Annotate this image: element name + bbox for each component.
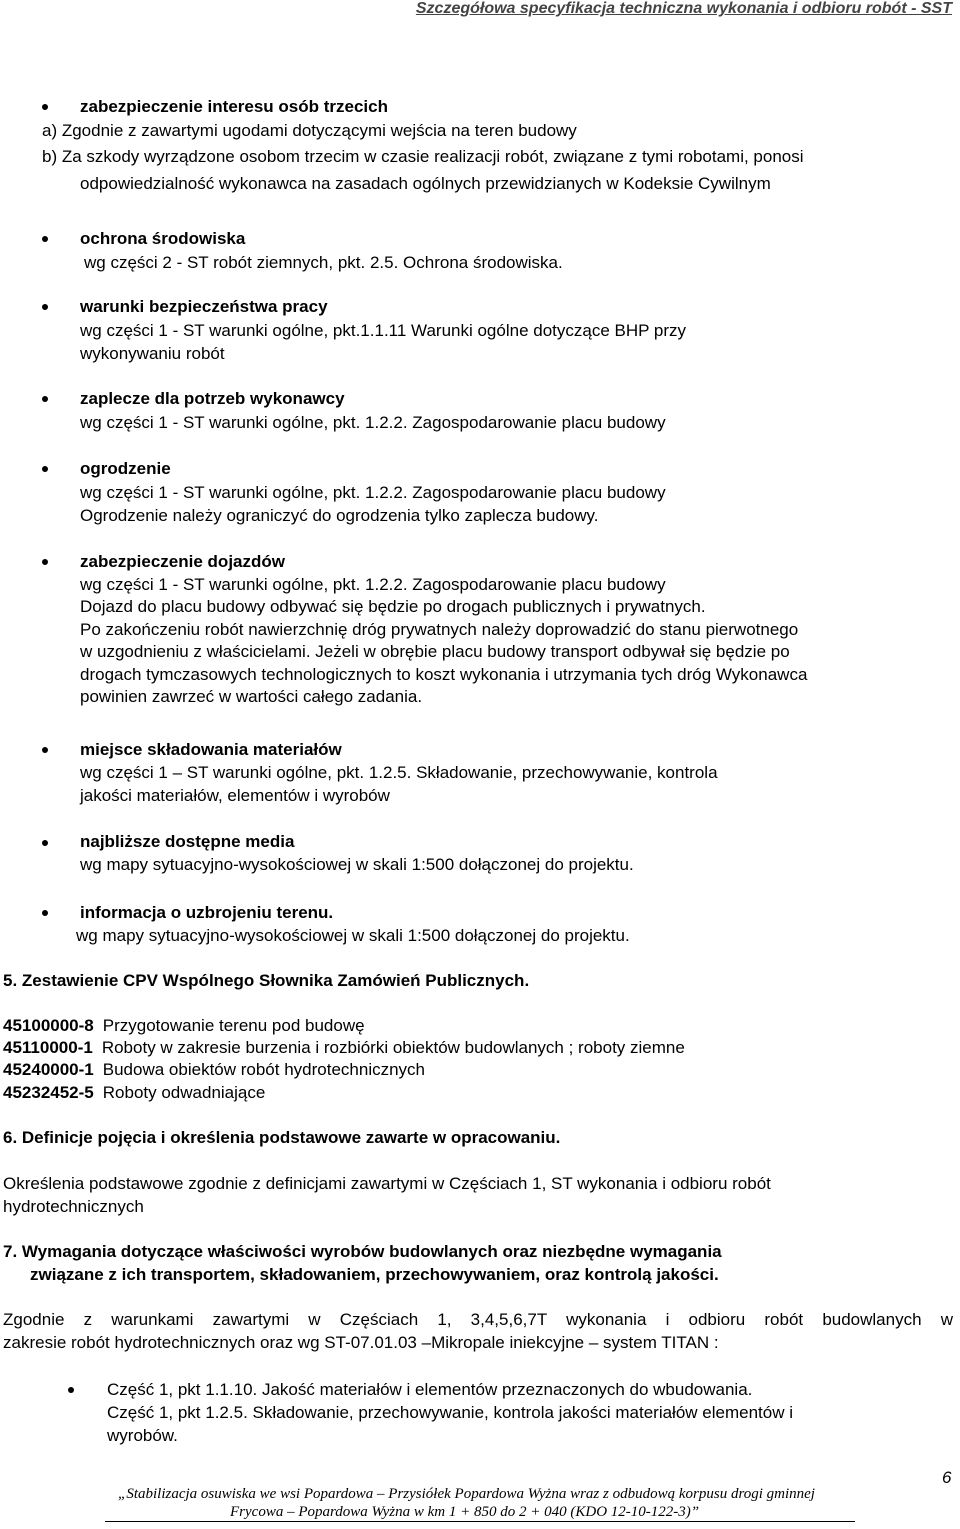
cpv-row (3, 1015, 365, 1037)
section-title: warunki bezpieczeństwa pracy (80, 297, 328, 316)
text-line: zakresie robót hydrotechnicznych oraz wg ST-07.01.03 –Mikropale iniekcyjne – system TITAN : (3, 1333, 719, 1352)
cpv-code: 45110000-1 (3, 1038, 93, 1057)
bullet-dot (42, 104, 48, 110)
cpv-row (3, 1037, 685, 1059)
text-line: Zgodnie z warunkami zawartymi w Częściach 1, 3,4,5,6,7T wykonania i odbioru robót budowlanych w (3, 1310, 953, 1329)
text-line: wykonywaniu robót (80, 344, 225, 363)
page-number: 6 (942, 1468, 952, 1487)
cpv-row (3, 1082, 265, 1104)
bullet-dot (42, 396, 48, 402)
bullet-dot (42, 304, 48, 310)
cpv-desc: Roboty odwadniające (102, 1083, 266, 1102)
text-line: Dojazd do placu budowy odbywać się będzie po drogach publicznych i prywatnych. (80, 597, 706, 616)
bullet-dot (42, 910, 48, 916)
text-line: odpowiedzialność wykonawca na zasadach ogólnych przewidzianych w Kodeksie Cywilnym (80, 174, 771, 193)
text-line: wg części 1 - ST warunki ogólne, pkt.1.1.11 Warunki ogólne dotyczące BHP przy (80, 321, 686, 340)
text-line: w uzgodnieniu z właścicielami. Jeżeli w obrębie placu budowy transport odbywał się będzie po (80, 642, 790, 661)
section-title: ogrodzenie (80, 459, 171, 478)
text-line: wg części 1 – ST warunki ogólne, pkt. 1.2.5. Składowanie, przechowywanie, kontrola (80, 763, 718, 782)
text-line: wg części 1 - ST warunki ogólne, pkt. 1.2.2. Zagospodarowanie placu budowy (80, 575, 666, 594)
text-line: Ogrodzenie należy ograniczyć do ogrodzenia tylko zaplecza budowy. (80, 506, 599, 525)
footer-rule (105, 1521, 855, 1522)
footer-line: „Stabilizacja osuwiska we wsi Popardowa – Przysiółek Popardowa Wyżna wraz z odbudową korpusu drogi gminnej (118, 1486, 815, 1502)
list-item: Część 1, pkt 1.2.5. Składowanie, przechowywanie, kontrola jakości materiałów elementów i (107, 1403, 793, 1422)
text-line: wg mapy sytuacyjno-wysokościowej w skali 1:500 dołączonej do projektu. (76, 926, 630, 945)
footer-line: Frycowa – Popardowa Wyżna w km 1 + 850 do 2 + 040 (KDO 12-10-122-3)” (230, 1504, 700, 1520)
cpv-desc: Przygotowanie terenu pod budowę (102, 1016, 365, 1035)
bullet-dot (42, 747, 48, 753)
text-line: hydrotechnicznych (3, 1197, 144, 1216)
cpv-desc: Budowa obiektów robót hydrotechnicznych (102, 1060, 426, 1079)
cpv-row (3, 1059, 425, 1081)
text-line: Określenia podstawowe zgodnie z definicjami zawartymi w Częściach 1, ST wykonania i odbioru robót (3, 1174, 771, 1193)
text-line: Po zakończeniu robót nawierzchnię dróg prywatnych należy doprowadzić do stanu pierwotnego (80, 620, 799, 639)
cpv-code: 45240000-1 (3, 1060, 94, 1079)
bullet-dot (68, 1387, 74, 1393)
bullet-dot (42, 559, 48, 565)
text-line: powinien zawrzeć w wartości całego zadania. (80, 687, 423, 706)
bullet-dot (42, 236, 48, 242)
text-line: a) Zgodnie z zawartymi ugodami dotyczącymi wejścia na teren budowy (42, 121, 577, 140)
section-heading: 5. Zestawienie CPV Wspólnego Słownika Zamówień Publicznych. (3, 971, 530, 990)
section-title: ochrona środowiska (80, 229, 246, 248)
section-title: zaplecze dla potrzeb wykonawcy (80, 389, 345, 408)
text-line: wg części 2 - ST robót ziemnych, pkt. 2.5. Ochrona środowiska. (84, 253, 563, 272)
text-line: b) Za szkody wyrządzone osobom trzecim w czasie realizacji robót, związane z tymi robotami, ponosi (42, 147, 804, 166)
bullet-dot (42, 840, 48, 846)
list-item-cont: wyrobów. (107, 1426, 178, 1445)
document-header: Szczegółowa specyfikacja techniczna wykonania i odbioru robót - SST (415, 0, 952, 17)
section-title: informacja o uzbrojeniu terenu. (80, 903, 334, 922)
section-title: miejsce składowania materiałów (80, 740, 342, 759)
text-line: wg mapy sytuacyjno-wysokościowej w skali 1:500 dołączonej do projektu. (80, 855, 634, 874)
cpv-desc: Roboty w zakresie burzenia i rozbiórki obiektów budowlanych ; roboty ziemne (101, 1038, 685, 1057)
section-title: zabezpieczenie interesu osób trzecich (80, 97, 388, 116)
section-heading-cont: związane z ich transportem, składowaniem, przechowywaniem, oraz kontrolą jakości. (30, 1265, 719, 1284)
section-heading: 7. Wymagania dotyczące właściwości wyrobów budowlanych oraz niezbędne wymagania (3, 1242, 722, 1261)
cpv-code: 45232452-5 (3, 1083, 94, 1102)
text-line: wg części 1 - ST warunki ogólne, pkt. 1.2.2. Zagospodarowanie placu budowy (80, 413, 666, 432)
section-title: najbliższe dostępne media (80, 832, 295, 851)
section-title: zabezpieczenie dojazdów (80, 552, 285, 571)
text-line: jakości materiałów, elementów i wyrobów (80, 786, 390, 805)
list-item: Część 1, pkt 1.1.10. Jakość materiałów i elementów przeznaczonych do wbudowania. (107, 1380, 753, 1399)
text-line: wg części 1 - ST warunki ogólne, pkt. 1.2.2. Zagospodarowanie placu budowy (80, 483, 666, 502)
section-heading: 6. Definicje pojęcia i określenia podstawowe zawarte w opracowaniu. (3, 1128, 561, 1147)
cpv-code: 45100000-8 (3, 1016, 94, 1035)
bullet-dot (42, 466, 48, 472)
text-line: drogach tymczasowych technologicznych to koszt wykonania i utrzymania tych dróg Wykonawca (80, 665, 808, 684)
